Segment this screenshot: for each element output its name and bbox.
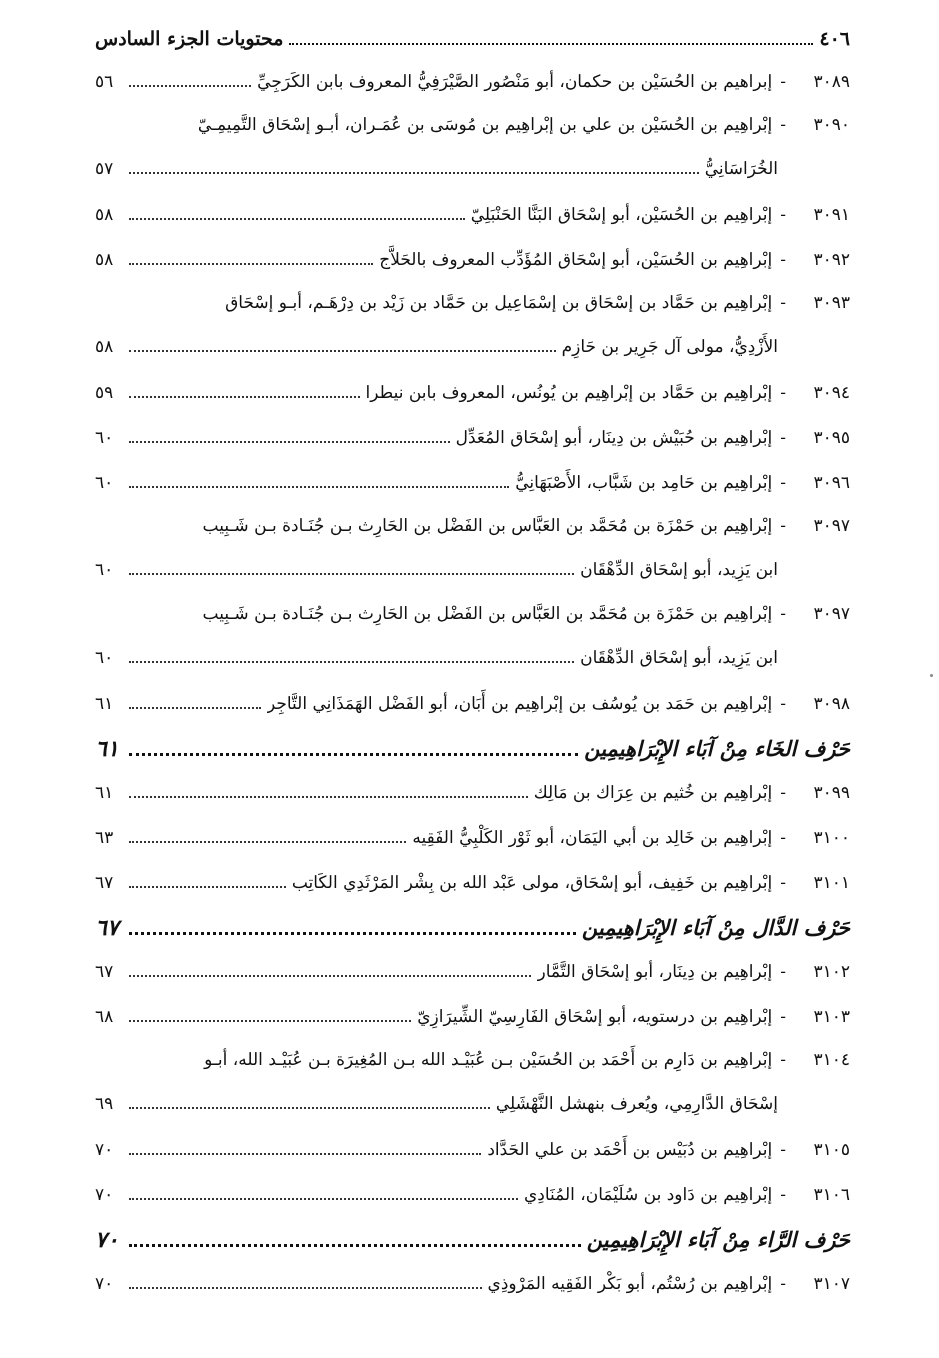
leader-dots xyxy=(129,932,576,935)
leader-dots xyxy=(129,350,556,352)
entry-dash: - xyxy=(780,205,786,225)
section-page-number: ٦١ xyxy=(95,736,119,762)
entry-dash: - xyxy=(780,1050,786,1070)
contents-entry xyxy=(95,995,850,1040)
contents-entry xyxy=(95,461,850,506)
entry-dash: - xyxy=(780,72,786,92)
contents-entry-continuation xyxy=(95,145,850,193)
leader-dots xyxy=(129,1107,490,1109)
entry-page-number: ٦٨ xyxy=(95,1007,114,1027)
section-page-number: ٦٧ xyxy=(95,915,119,941)
entry-page-number: ٥٦ xyxy=(95,72,114,92)
entry-number: ٣١٠٥ xyxy=(813,1140,850,1160)
leader-dots xyxy=(129,1020,411,1022)
entry-number: ٣٠٨٩ xyxy=(813,72,850,92)
entry-number: ٣٠٩٧ xyxy=(813,604,850,624)
page-number: ٤٠٦ xyxy=(819,28,850,50)
contents-entry xyxy=(95,283,850,323)
entry-text: إبْراهِيم بن دَارِم بن أَحْمَد بن الحُسَيْن بـن عُبَيْـد الله بـن المُغِيرَة بـن عُبَيْـد الله، أبـو xyxy=(204,1050,773,1070)
leader-dots xyxy=(129,841,406,843)
entry-page-number: ٦١ xyxy=(95,783,114,803)
leader-dots xyxy=(129,707,261,709)
entry-page-number: ٥٨ xyxy=(95,250,114,270)
entry-number: ٣١٠١ xyxy=(813,873,850,893)
entry-text: إبْراهِيم بن الحُسَيْن بن علي بن إبْراهِيم بن مُوسَى بن عُمَـران، أبـو إسْحَاق التَّمِيمِـيّ xyxy=(197,115,773,135)
section-title: حَرْف الرَّاء مِنْ آبَاء الإِبْرَاهِيمِين xyxy=(586,1227,850,1252)
contents-entry xyxy=(95,950,850,995)
contents-entry xyxy=(95,506,850,546)
leader-dots xyxy=(129,1287,482,1289)
entry-number: ٣١٠٣ xyxy=(813,1007,850,1027)
contents-entry xyxy=(95,238,850,283)
entry-text-continued: إسْحَاق الدَّارِمِي، ويُعرف بنهشل النَّهْشَلِي xyxy=(495,1094,778,1114)
entry-text: إبْراهِيم بن حَمَّاد بن إبْراهِيم بن يُونُس، المعروف بابن نيطرا xyxy=(365,383,773,403)
entry-text-continued: الأَزْدِيُّ، مولى آل جَرِير بن حَازِم xyxy=(561,337,778,357)
contents-entry xyxy=(95,682,850,727)
entry-text: إبْراهِيم بن حَمَد بن يُوسُف بن إبْراهِيم بن أَبَان، أبو الفَضْل الهَمَذَانِي التَّاجِر xyxy=(266,694,773,714)
contents-entry xyxy=(95,771,850,816)
section-page-number: ٧٠ xyxy=(95,1227,119,1253)
entry-page-number: ٧٠ xyxy=(95,1185,114,1205)
leader-dots xyxy=(129,796,528,798)
entry-number: ٣٠٩٠ xyxy=(813,115,850,135)
entry-text-continued: ابن يَزِيد، أبو إسْحَاق الدِّهْقَان xyxy=(580,560,778,580)
entry-page-number: ٦٠ xyxy=(95,648,114,668)
entry-number: ٣٠٩٣ xyxy=(813,293,850,313)
entry-dash: - xyxy=(780,293,786,313)
entry-page-number: ٥٨ xyxy=(95,337,114,357)
entry-text-continued: ابن يَزِيد، أبو إسْحَاق الدِّهْقَان xyxy=(580,648,778,668)
entry-page-number: ٦٧ xyxy=(95,962,114,982)
entry-number: ٣٠٩٢ xyxy=(813,250,850,270)
entry-text: إبْراهِيم بن خَالِد بن أبي اليَمَان، أبو ثَوْر الكَلْبِيُّ الفَقِيه xyxy=(412,828,773,848)
entry-text: إبْراهِيم بن حَمْزَة بن مُحَمَّد بن العَبَّاس بن الفَضْل بن الحَارِث بـن جُنَـادة بـن شَـبِيب xyxy=(202,604,773,624)
entry-page-number: ٥٩ xyxy=(95,383,114,403)
entry-dash: - xyxy=(780,250,786,270)
entry-number: ٣٠٩٩ xyxy=(813,783,850,803)
entry-text: إبْراهِيم بن حَمَّاد بن إسْحَاق بن إسْمَاعِيل بن حَمَّاد بن زَيْد بن دِرْهَـم، أبـو إسْحَاق xyxy=(225,293,773,313)
entry-page-number: ٥٧ xyxy=(95,159,114,179)
entry-dash: - xyxy=(780,694,786,714)
section-heading xyxy=(95,727,850,771)
contents-page xyxy=(95,28,850,1307)
entry-text: إبْراهِيم بن دُبَيْس بن أَحْمَد بن علي الحَدَّاد xyxy=(487,1140,773,1160)
entry-text: إبراهيم بن الحُسَيْن بن حكمان، أبو مَنْصُور الصَّيْرَفِيُّ المعروف بابن الكَرَجِيِّ xyxy=(257,72,773,92)
entry-number: ٣٠٩٦ xyxy=(813,473,850,493)
contents-entry-continuation xyxy=(95,546,850,594)
entry-text: إبْراهِيم بن خُثيم بن عِرَاك بن مَالِك xyxy=(533,783,773,803)
contents-entry xyxy=(95,193,850,238)
header-leader-dots xyxy=(289,43,813,45)
entry-text: إبْراهِيم بن خَفِيف، أبو إسْحَاق، مولى عَبْد الله بن بِشْر المَرْثَدِي الكَاتِب xyxy=(291,873,773,893)
entry-page-number: ٦٠ xyxy=(95,560,114,580)
entry-number: ٣١٠٢ xyxy=(813,962,850,982)
contents-list xyxy=(95,60,850,1307)
entry-text: إبْراهِيم بن الحُسَيْن، أبو إسْحَاق المُؤَدِّب المعروف بالحَلاَّج xyxy=(379,250,773,270)
entry-page-number: ٦٧ xyxy=(95,873,114,893)
entry-text-continued: الخُرَاسَانِيُّ xyxy=(704,159,778,179)
contents-entry xyxy=(95,60,850,105)
contents-entry-continuation xyxy=(95,634,850,682)
leader-dots xyxy=(129,218,465,220)
leader-dots xyxy=(129,396,360,398)
entry-dash: - xyxy=(780,115,786,135)
leader-dots xyxy=(129,753,578,756)
entry-page-number: ٧٠ xyxy=(95,1274,114,1294)
running-title: محتويات الجزء السادس xyxy=(95,28,284,50)
entry-number: ٣١٠٠ xyxy=(813,828,850,848)
entry-page-number: ٦١ xyxy=(95,694,114,714)
entry-dash: - xyxy=(780,428,786,448)
entry-number: ٣٠٩٨ xyxy=(813,694,850,714)
leader-dots xyxy=(129,172,699,174)
entry-number: ٣٠٩٥ xyxy=(813,428,850,448)
contents-entry-continuation xyxy=(95,323,850,371)
contents-entry xyxy=(95,371,850,416)
entry-dash: - xyxy=(780,1185,786,1205)
entry-dash: - xyxy=(780,1007,786,1027)
leader-dots xyxy=(129,263,373,265)
contents-entry xyxy=(95,1262,850,1307)
contents-entry xyxy=(95,861,850,906)
entry-page-number: ٦٠ xyxy=(95,428,114,448)
leader-dots xyxy=(129,1244,581,1247)
entry-number: ٣٠٩٤ xyxy=(813,383,850,403)
entry-text: إبْراهِيم بن حَامِد بن شَبَّاب، الأَصْبَهَانِيُّ xyxy=(515,473,773,493)
contents-entry xyxy=(95,416,850,461)
entry-page-number: ٧٠ xyxy=(95,1140,114,1160)
entry-number: ٣٠٩١ xyxy=(813,205,850,225)
leader-dots xyxy=(129,486,509,488)
contents-entry xyxy=(95,816,850,861)
entry-dash: - xyxy=(780,828,786,848)
entry-dash: - xyxy=(780,1274,786,1294)
entry-text: إبْراهِيم بن دَاود بن سُلَيْمَان، المُنَادِي xyxy=(523,1185,773,1205)
entry-dash: - xyxy=(780,604,786,624)
entry-text: إبْراهِيم بن دِينَار، أبو إسْحَاق التَّمَّار xyxy=(537,962,773,982)
leader-dots xyxy=(129,573,574,575)
entry-dash: - xyxy=(780,783,786,803)
entry-dash: - xyxy=(780,473,786,493)
contents-entry xyxy=(95,1128,850,1173)
entry-number: ٣١٠٦ xyxy=(813,1185,850,1205)
section-heading xyxy=(95,1218,850,1262)
entry-dash: - xyxy=(780,516,786,536)
leader-dots xyxy=(129,661,574,663)
entry-number: ٣٠٩٧ xyxy=(813,516,850,536)
section-heading xyxy=(95,906,850,950)
entry-number: ٣١٠٧ xyxy=(813,1274,850,1294)
leader-dots xyxy=(129,886,286,888)
entry-dash: - xyxy=(780,962,786,982)
leader-dots xyxy=(129,441,450,443)
entry-number: ٣١٠٤ xyxy=(813,1050,850,1070)
entry-dash: - xyxy=(780,1140,786,1160)
contents-entry xyxy=(95,105,850,145)
entry-text: إبْراهِيم بن حَمْزَة بن مُحَمَّد بن العَبَّاس بن الفَضْل بن الحَارِث بـن جُنَـادة بـن شَـبِيب xyxy=(202,516,773,536)
entry-text: إبْراهِيم بن درستويه، أبو إسْحَاق الفَارِسِيّ الشِّيرَازِيّ xyxy=(417,1007,773,1027)
entry-dash: - xyxy=(780,383,786,403)
leader-dots xyxy=(129,1153,481,1155)
leader-dots xyxy=(129,975,531,977)
contents-entry xyxy=(95,1040,850,1080)
entry-page-number: ٦٣ xyxy=(95,828,114,848)
entry-page-number: ٥٨ xyxy=(95,205,114,225)
entry-text: إبْراهِيم بن حُبَيْش بن دِينَار، أبو إسْحَاق المُعَدِّل xyxy=(455,428,773,448)
leader-dots xyxy=(129,85,251,87)
entry-page-number: ٦٩ xyxy=(95,1094,114,1114)
entry-page-number: ٦٠ xyxy=(95,473,114,493)
entry-dash: - xyxy=(780,873,786,893)
contents-entry-continuation xyxy=(95,1080,850,1128)
section-title: حَرْف الخَاء مِنْ آبَاء الإِبْرَاهِيمِين xyxy=(584,736,850,761)
entry-text: إبْراهِيم بن رُسْتُم، أبو بَكْر الفَقِيه المَرْوذِي xyxy=(487,1274,773,1294)
scan-speck xyxy=(930,674,933,677)
contents-entry xyxy=(95,1173,850,1218)
leader-dots xyxy=(129,1198,518,1200)
page-header xyxy=(95,28,850,60)
entry-text: إبْراهِيم بن الحُسَيْن، أبو إسْحَاق البَنَّا الحَنْبَلِيّ xyxy=(470,205,773,225)
section-title: حَرْف الدَّال مِنْ آبَاء الإِبْرَاهِيمِين xyxy=(581,915,850,940)
contents-entry xyxy=(95,594,850,634)
